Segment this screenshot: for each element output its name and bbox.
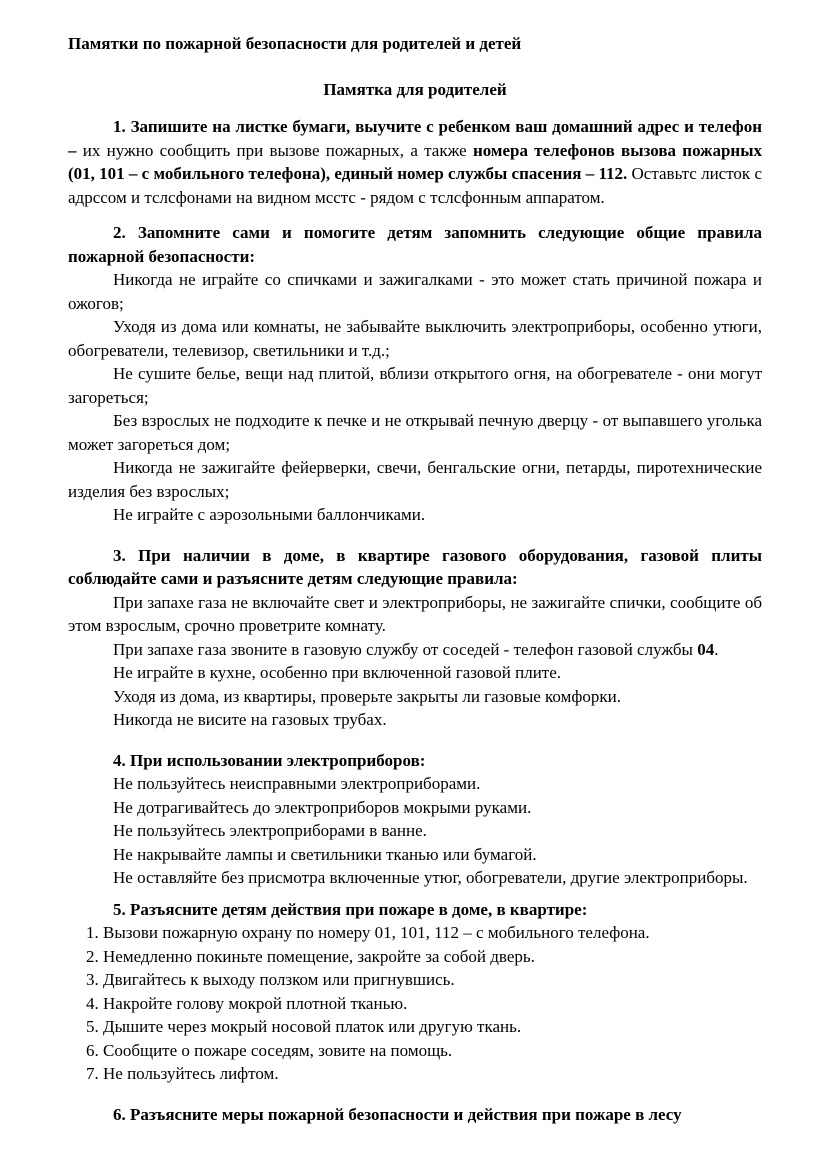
list-item: 5. Дышите через мокрый носовой платок или другую ткань.: [86, 1017, 522, 1036]
intro-regular-1: их нужно сообщить при вызове пожарных, а также: [82, 140, 473, 160]
rule-paragraph: Не пользуйтесь электроприборами в ванне.: [113, 821, 427, 840]
numbered-list: [68, 921, 762, 1086]
list-item: 3. Двигайтесь к выходу ползком или пригнувшись.: [86, 970, 455, 989]
document-title: Памятки по пожарной безопасности для родителей и детей: [68, 34, 522, 53]
gas-service-number: 04: [697, 639, 715, 659]
section-6-heading: 6. Разъясните меры пожарной безопасности и действия при пожаре в лесу: [113, 1104, 682, 1124]
section-4-heading: 4. При использовании электроприборов:: [113, 750, 426, 770]
rule-paragraph: Без взрослых не подходите к печке и не открывай печную дверцу - от выпавшего уголька может загореться дом;: [68, 411, 762, 454]
rule-paragraph: Никогда не висите на газовых трубах.: [113, 710, 387, 729]
intro-paragraph: [68, 115, 762, 209]
section-2-heading: 2. Запомните сами и помогите детям запомнить следующие общие правила пожарной безопасности:: [68, 223, 762, 266]
rule-paragraph: Не накрывайте лампы и светильники тканью или бумагой.: [113, 844, 537, 864]
document-subtitle: Памятка для родителей: [323, 79, 507, 99]
list-item: 1. Вызови пожарную охрану по номеру 01, 101, 112 – с мобильного телефона.: [86, 923, 650, 942]
rule-paragraph: Не дотрагивайтесь до электроприборов мокрыми руками.: [113, 797, 532, 817]
list-item: 2. Немедленно покиньте помещение, закройте за собой дверь.: [86, 946, 535, 966]
rule-paragraph-gas-service: [68, 638, 762, 662]
rule-paragraph: Не пользуйтесь неисправными электроприборами.: [113, 774, 481, 793]
section-5-heading: 5. Разъясните детям действия при пожаре в доме, в квартире:: [113, 899, 588, 919]
rule-paragraph: Уходя из дома, из квартиры, проверьте закрыты ли газовые комфорки.: [113, 686, 621, 706]
intro-bold-numbers: номера телефонов вызова пожарных (01, 101 – с мобильного телефона), единый номер службы спасения – 112.: [68, 140, 762, 183]
gas-service-period: .: [714, 639, 719, 659]
rule-paragraph: При запахе газа не включайте свет и электроприборы, не зажигайте спички, сообщите об этом взрослым, срочно проветрите комнату.: [68, 592, 762, 635]
rule-paragraph: Уходя из дома или комнаты, не забывайте выключить электроприборы, особенно утюги, обогреватели, телевизор, светильники и т.д.;: [68, 317, 762, 360]
rule-paragraph: Не оставляйте без присмотра включенные утюг, обогреватели, другие электроприборы.: [113, 868, 748, 887]
gas-service-text: При запахе газа звоните в газовую службу от соседей - телефон газовой службы: [113, 639, 698, 659]
rule-paragraph: Никогда не зажигайте фейерверки, свечи, бенгальские огни, петарды, пиротехнические изделия без взрослых;: [68, 458, 762, 501]
intro-regular-2: Оставьтс листок с адрссом и тслсфонами на видном мсстс - рядом с тслсфонным аппаратом.: [68, 164, 762, 207]
rule-paragraph: Не играйте с аэрозольными баллончиками.: [113, 505, 426, 524]
list-item: 6. Сообщите о пожаре соседям, зовите на помощь.: [86, 1040, 453, 1060]
rule-paragraph: Не играйте в кухне, особенно при включенной газовой плите.: [113, 663, 562, 682]
intro-bold-address-phone: 1. Запишите на листке бумаги, выучите с ребенком ваш домашний адрес и телефон –: [68, 117, 762, 160]
section-3-heading: 3. При наличии в доме, в квартире газового оборудования, газовой плиты соблюдайте сами и разъясните детям следующие правила:: [68, 545, 762, 588]
rule-paragraph: Никогда не играйте со спичками и зажигалками - это может стать причиной пожара и ожогов;: [68, 270, 762, 313]
list-item: 7. Не пользуйтесь лифтом.: [86, 1064, 279, 1083]
list-item: 4. Накройте голову мокрой плотной тканью.: [86, 993, 408, 1013]
rule-paragraph: Не сушите белье, вещи над плитой, вблизи открытого огня, на обогревателе - они могут загореться;: [68, 364, 762, 407]
